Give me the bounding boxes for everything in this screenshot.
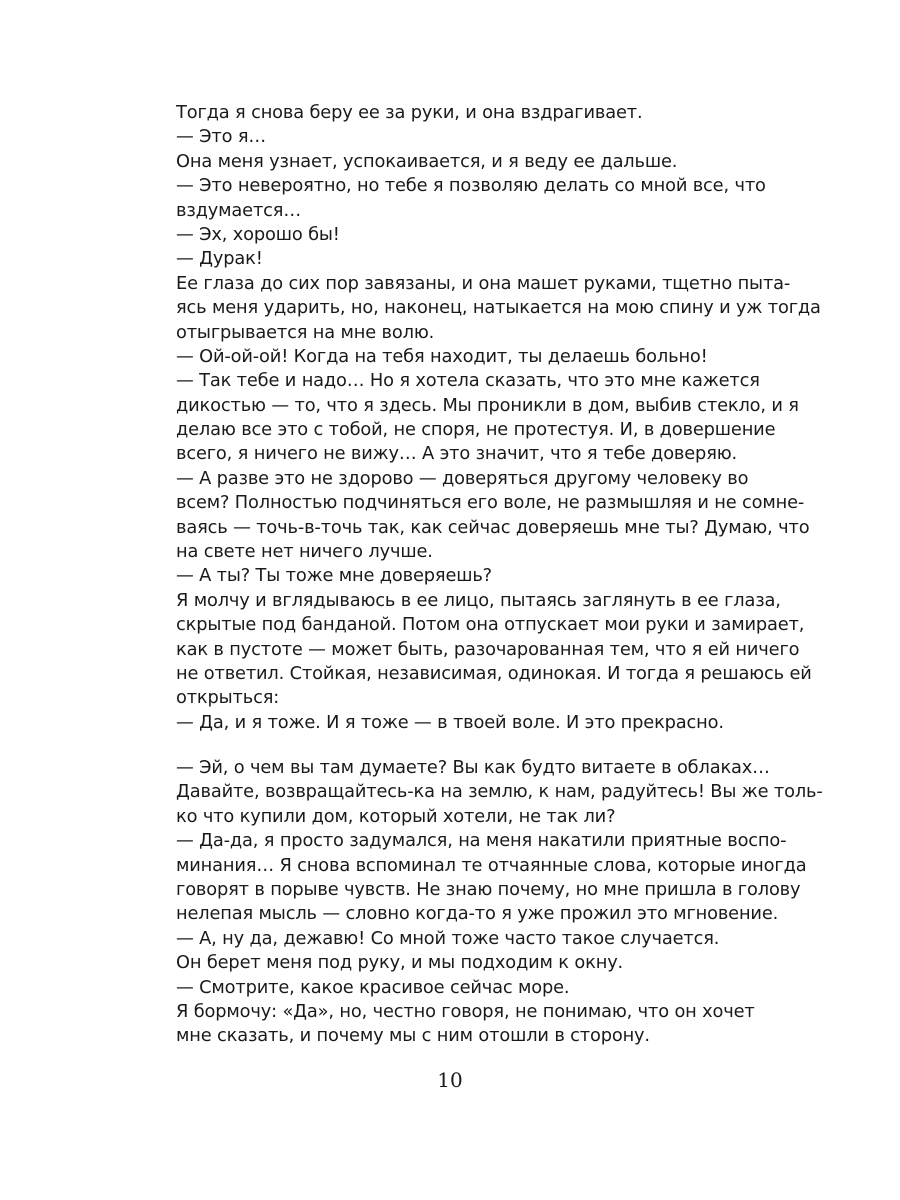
text-line: как в пустоте — может быть, разочарованная тем, что я ей ничего	[176, 638, 800, 660]
text-line: — Ой-ой-ой! Когда на тебя находит, ты делаешь больно!	[176, 345, 708, 367]
text-line: делаю все это с тобой, не споря, не протестуя. И, в довершение	[176, 419, 776, 441]
text-line: не ответил. Стойкая, независимая, одинокая. И тогда я решаюсь ей	[176, 662, 812, 684]
text-line: — Это я…	[176, 126, 267, 148]
text-line: — Так тебе и надо… Но я хотела сказать, что это мне кажется	[176, 370, 760, 392]
text-line: Ее глаза до сих пор завязаны, и она машет руками, тщетно пыта-	[176, 272, 791, 294]
page-number: 10	[437, 1068, 463, 1092]
text-line: — Эй, о чем вы там думаете? Вы как будто витаете в облаках…	[176, 757, 770, 778]
text-line: Он берет меня под руку, и мы подходим к окну.	[176, 952, 624, 974]
text-line: всем? Полностью подчиняться его воле, не размышляя и не сомне-	[176, 492, 805, 514]
text-line: ко что купили дом, который хотели, не так ли?	[176, 805, 616, 827]
text-line: — А разве это не здорово — доверяться другому человеку во	[176, 467, 749, 489]
text-line: — А, ну да, дежавю! Со мной тоже часто такое случается.	[176, 927, 720, 949]
text-line: Тогда я снова беру ее за руки, и она вздрагивает.	[176, 102, 643, 123]
text-line: дикостью — то, что я здесь. Мы проникли в дом, выбив стекло, и я	[176, 394, 799, 416]
text-line: — Смотрите, какое красивое сейчас море.	[176, 976, 570, 998]
text-line: минания… Я снова вспоминал те отчаянные слова, которые иногда	[176, 854, 807, 876]
text-line: — Да, и я тоже. И я тоже — в твоей воле. И это прекрасно.	[176, 711, 724, 733]
text-line: — Эх, хорошо бы!	[176, 223, 340, 245]
text-line: вздумается…	[176, 199, 301, 221]
text-line: Я молчу и вглядываюсь в ее лицо, пытаясь заглянуть в ее глаза,	[176, 589, 781, 611]
text-line: Я бормочу: «Да», но, честно говоря, не понимаю, что он хочет	[176, 1000, 755, 1022]
text-line: Она меня узнает, успокаивается, и я веду ее дальше.	[176, 150, 678, 172]
text-line: Давайте, возвращайтесь-ка на землю, к нам, радуйтесь! Вы же толь-	[176, 781, 823, 803]
text-line: — Дурак!	[176, 248, 263, 270]
text-line: ваясь — точь-в-точь так, как сейчас доверяешь мне ты? Думаю, что	[176, 516, 810, 538]
text-line: на свете нет ничего лучше.	[176, 541, 433, 563]
text-line: — А ты? Ты тоже мне доверяешь?	[176, 565, 492, 587]
text-line: открыться:	[176, 687, 280, 709]
text-line: нелепая мысль — словно когда-то я уже прожил это мгновение.	[176, 903, 779, 925]
text-line: отыгрывается на мне волю.	[176, 321, 435, 343]
text-line: — Это невероятно, но тебе я позволяю делать со мной все, что	[176, 175, 766, 197]
text-line: говорят в порыве чувств. Не знаю почему, но мне пришла в голову	[176, 878, 801, 900]
text-section-1	[176, 101, 821, 735]
text-line: скрытые под банданой. Потом она отпускает мои руки и замирает,	[176, 614, 805, 636]
text-section-2	[176, 756, 823, 1049]
text-line: мне сказать, и почему мы с ним отошли в сторону.	[176, 1025, 650, 1047]
text-line: всего, я ничего не вижу… А это значит, что я тебе доверяю.	[176, 443, 738, 465]
text-line: ясь меня ударить, но, наконец, натыкается на мою спину и уж тогда	[176, 297, 821, 319]
text-line: — Да-да, я просто задумался, на меня накатили приятные воспо-	[176, 830, 787, 852]
